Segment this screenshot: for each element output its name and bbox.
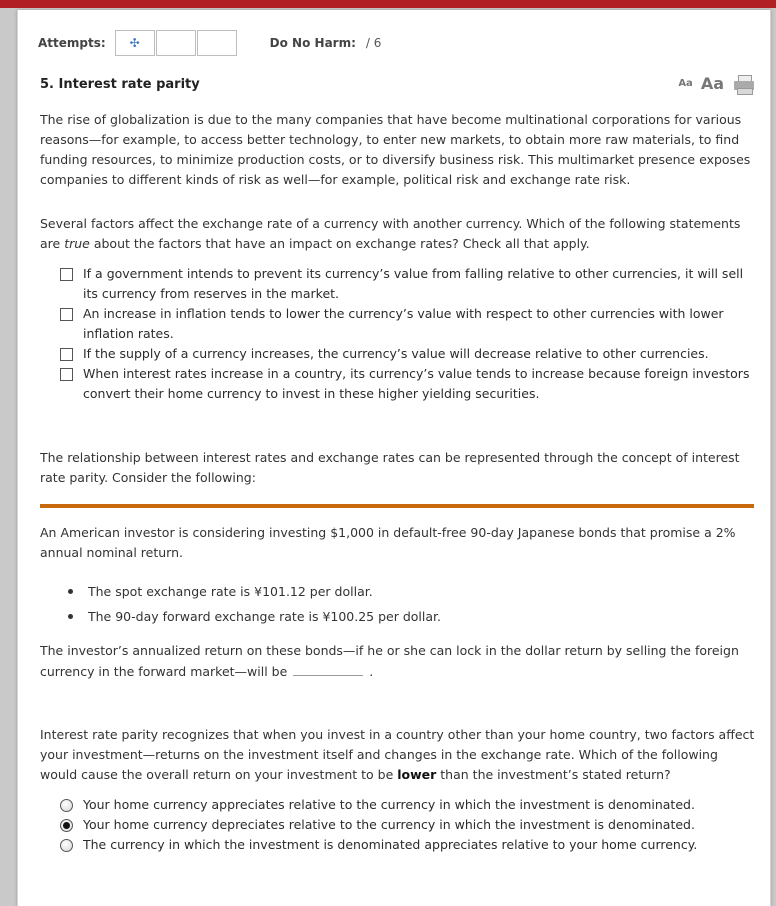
scenario-text: An American investor is considering investing $1,000 in default-free 90-day Japanese bonds that promise a 2% annual nominal return. (40, 525, 736, 560)
checkbox-label: When interest rates increase in a country, its currency’s value tends to increase because foreign investors convert their home currency to invest in these higher yielding securities. (83, 366, 750, 401)
bullet-icon (68, 614, 73, 619)
attempts-label: Attempts: (38, 36, 106, 50)
radio-label: The currency in which the investment is denominated appreciates relative to your home currency. (83, 837, 698, 852)
checkbox-label: An increase in inflation tends to lower the currency’s value with respect to other currencies with lower inflation rates. (83, 306, 724, 341)
decrease-font-button[interactable]: Aa (678, 78, 693, 89)
browser-top-strip (0, 0, 776, 8)
attempt-box-2 (156, 30, 196, 56)
return-question: The investor’s annualized return on these bonds—if he or she can lock in the dollar return by selling the foreign currency in the forward market—will be . (40, 643, 739, 679)
increase-font-button[interactable]: Aa (700, 74, 724, 93)
checkbox-label: If the supply of a currency increases, the currency’s value will decrease relative to other currencies. (83, 346, 709, 361)
radio-option[interactable] (60, 815, 756, 835)
checkbox-label: If a government intends to prevent its currency’s value from falling relative to other currencies, it will sell its currency from reserves in the market. (83, 266, 744, 301)
checkbox[interactable] (60, 368, 73, 381)
part2-intro: The relationship between interest rates and exchange rates can be represented through the concept of interest rate parity. Consider the following: (40, 450, 740, 485)
radio-options (60, 795, 756, 855)
checkbox[interactable] (60, 348, 73, 361)
list-item: The spot exchange rate is ¥101.12 per dollar. (68, 579, 441, 604)
intro-paragraph: The rise of globalization is due to the many companies that have become multinational corporations for various reasons—for example, to access better technology, to enter new markets, to obtain more raw materials, to find funding resources, to minimize production costs, or to diversify business risk. This multimarket presence exposes companies to different kinds of risk as well—for example, political risk and exchange rate risk. (40, 112, 751, 187)
emphasis-true: true (64, 236, 90, 251)
attempts-row (38, 30, 381, 56)
radio-label: Your home currency depreciates relative to the currency in which the investment is denominated. (83, 817, 695, 832)
radio-option[interactable] (60, 795, 756, 815)
checkbox-option[interactable] (60, 304, 756, 344)
do-no-harm-value: / 6 (365, 36, 382, 50)
part3-prompt: Interest rate parity recognizes that when you invest in a country other than your home country, two factors affect your investment—returns on the investment itself and changes in the exchange rate. Which of the following would cause the overall return on your investment to be lower than the investment’s stated return? (40, 727, 755, 782)
question-title: 5. Interest rate parity (40, 77, 200, 92)
section-divider (40, 504, 754, 508)
print-icon[interactable] (734, 75, 754, 93)
question-panel (17, 10, 771, 906)
bullet-list (68, 579, 441, 629)
checkbox-options (60, 264, 756, 404)
part1-prompt: Several factors affect the exchange rate of a currency with another currency. Which of the following statements are true about the factors that have an impact on exchange rates? Check all that apply. (40, 216, 741, 251)
attempt-boxes (115, 30, 238, 56)
checkbox[interactable] (60, 268, 73, 281)
checkbox[interactable] (60, 308, 73, 321)
checkbox-option[interactable] (60, 264, 756, 304)
attempt-box-3 (197, 30, 237, 56)
checkbox-option[interactable] (60, 364, 756, 404)
radio-button[interactable] (60, 839, 73, 852)
return-answer-blank[interactable] (293, 661, 363, 676)
move-icon: ✣ (129, 36, 140, 50)
checkbox-option[interactable] (60, 344, 756, 364)
emphasis-lower: lower (397, 767, 437, 782)
list-item: The 90-day forward exchange rate is ¥100.25 per dollar. (68, 604, 441, 629)
radio-label: Your home currency appreciates relative to the currency in which the investment is denominated. (83, 797, 695, 812)
radio-button-selected[interactable] (60, 819, 73, 832)
bullet-icon (68, 589, 73, 594)
attempt-box-1[interactable] (115, 30, 155, 56)
radio-button[interactable] (60, 799, 73, 812)
do-no-harm-label: Do No Harm: (269, 36, 356, 50)
toolbar (678, 74, 754, 93)
radio-option[interactable] (60, 835, 756, 855)
